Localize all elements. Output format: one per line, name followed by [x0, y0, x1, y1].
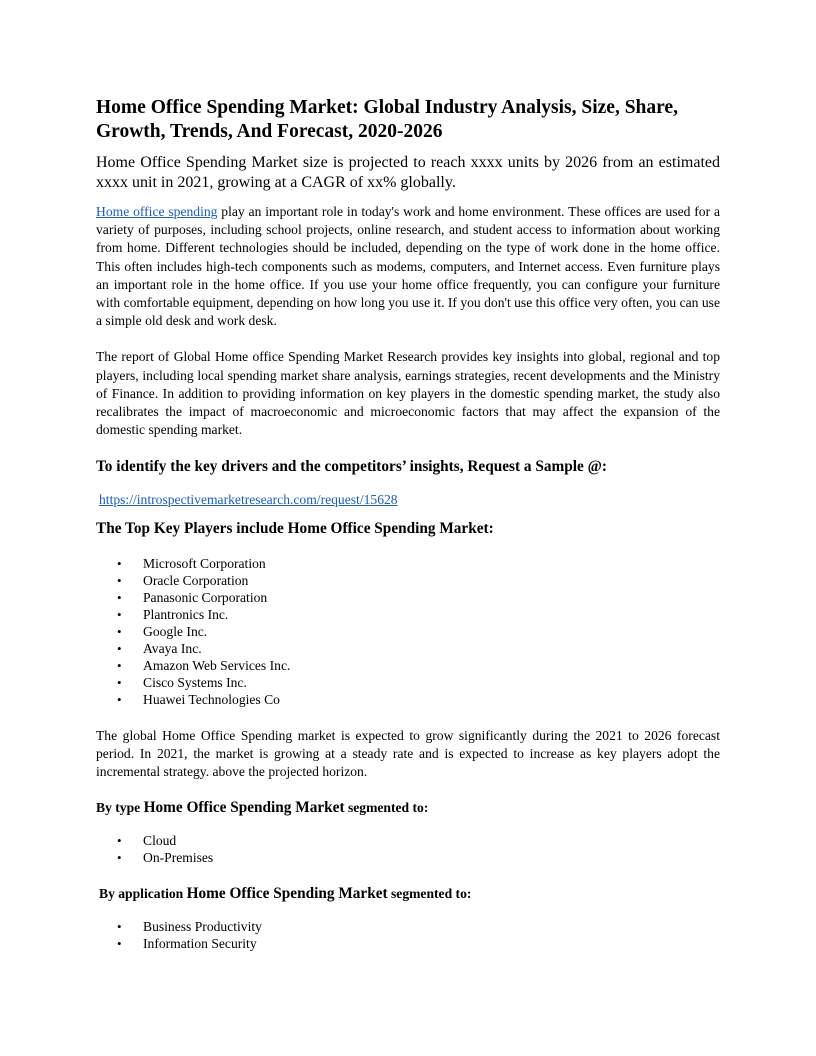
by-application-heading: By application Home Office Spending Market segmented to:: [99, 885, 472, 903]
global-market-paragraph: The global Home Office Spending market is expected to grow significantly during the 2021 to 2026 forecast period. In 2021, the market is growing at a steady rate and is expected to increase as key players adopt the incremental strategy. above the projected horizon.: [96, 727, 720, 779]
report-paragraph: The report of Global Home office Spending Market Research provides key insights into global, regional and top players, including local spending market share analysis, earnings strategies, recent developments and the Ministry of Finance. In addition to providing information on key players in the domestic spending market, the study also recalibrates the impact of macroeconomic and microeconomic factors that may affect the expansion of the domestic spending market.: [96, 349, 720, 438]
list-item: • Panasonic Corporation: [117, 590, 720, 607]
list-item: • Information Security: [117, 936, 720, 953]
players-heading: The Top Key Players include Home Office Spending Market:: [96, 520, 494, 538]
list-item: • On-Premises: [117, 850, 720, 867]
list-item: • Google Inc.: [117, 624, 720, 641]
players-list: [96, 556, 720, 708]
sample-request-link[interactable]: https://introspectivemarketresearch.com/request/15628: [99, 492, 398, 508]
application-list: [96, 919, 720, 953]
list-item: • Plantronics Inc.: [117, 607, 720, 624]
by-type-heading: By type Home Office Spending Market segmented to:: [96, 799, 429, 817]
list-item: • Avaya Inc.: [117, 641, 720, 658]
list-item: • Cloud: [117, 833, 720, 850]
list-item: • Business Productivity: [117, 919, 720, 936]
drivers-heading: To identify the key drivers and the competitors’ insights, Request a Sample @:: [96, 458, 607, 476]
home-office-spending-link[interactable]: Home office spending: [96, 204, 218, 219]
list-item: • Amazon Web Services Inc.: [117, 658, 720, 675]
list-item: • Cisco Systems Inc.: [117, 675, 720, 692]
document-title: Home Office Spending Market: Global Industry Analysis, Size, Share, Growth, Trends, And Forecast, 2020-2026: [96, 97, 678, 142]
list-item: • Oracle Corporation: [117, 573, 720, 590]
intro-paragraph: [96, 203, 720, 330]
intro-text: play an important role in today's work and home environment. These offices are used for a variety of purposes, including school projects, online research, and student access to information about working from home. Different technologies should be included, depending on the type of work done in the home office. This often includes high-tech components such as modems, computers, and Internet access. Even furniture plays an important role in the home office. If you use your home office frequently, you can configure your furniture with comfortable equipment, depending on how long you use it. If you don't use this office very often, you can use a simple old desk and work desk.: [96, 204, 720, 329]
list-item: • Huawei Technologies Co: [117, 692, 720, 709]
document-page: [96, 96, 720, 953]
type-list: [96, 833, 720, 867]
list-item: • Microsoft Corporation: [117, 556, 720, 573]
lead-paragraph: Home Office Spending Market size is projected to reach xxxx units by 2026 from an estimated xxxx unit in 2021, growing at a CAGR of xx% globally.: [96, 154, 720, 191]
